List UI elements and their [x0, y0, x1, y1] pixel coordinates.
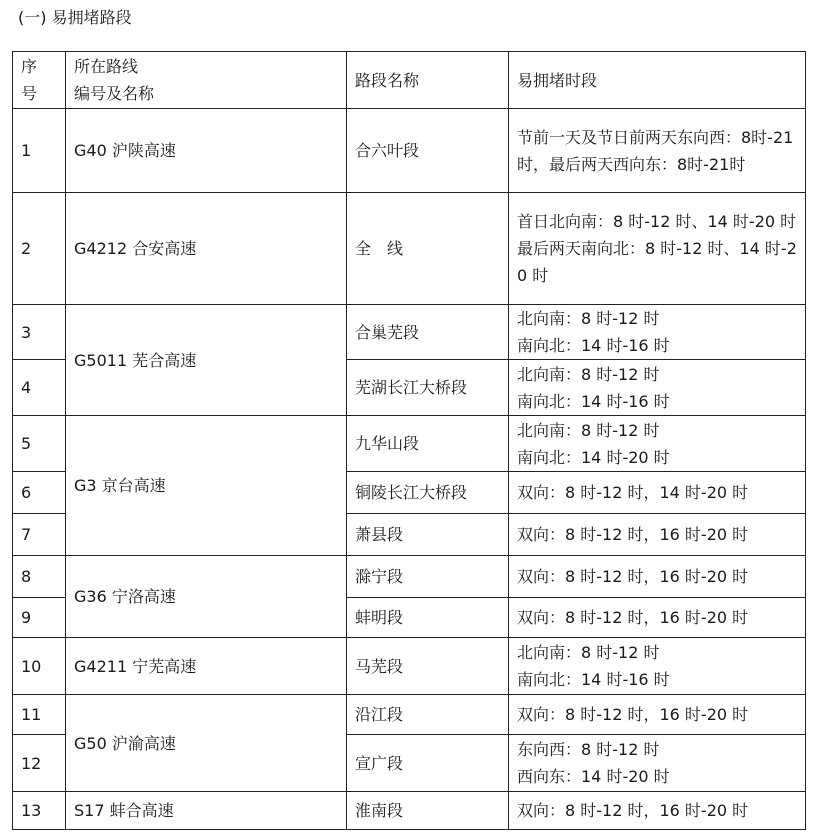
table-row: [13, 792, 806, 830]
segment-name: 铜陵长江大桥段: [347, 472, 509, 514]
congestion-time: 东向西：8 时-12 时 西向东：14 时-20 时: [509, 735, 806, 792]
route-name: G3 京台高速: [66, 416, 347, 556]
segment-name: 合巢芜段: [347, 305, 509, 360]
table-row: [13, 305, 806, 360]
congestion-table: [12, 51, 806, 830]
congestion-time: 北向南：8 时-12 时 南向北：14 时-16 时: [509, 360, 806, 416]
header-segment: 路段名称: [347, 52, 509, 109]
row-number: 12: [13, 735, 66, 792]
segment-name: 芜湖长江大桥段: [347, 360, 509, 416]
section-heading: (一) 易拥堵路段: [18, 8, 132, 27]
table-row: [13, 638, 806, 695]
segment-name: 九华山段: [347, 416, 509, 472]
table-row: [13, 416, 806, 472]
route-name: S17 蚌合高速: [66, 792, 347, 830]
congestion-time: 双向：8 时-12 时，16 时-20 时: [509, 792, 806, 830]
route-name: G4212 合安高速: [66, 193, 347, 305]
header-no: 序 号: [13, 52, 66, 109]
header-time: 易拥堵时段: [509, 52, 806, 109]
congestion-time: 双向：8 时-12 时，16 时-20 时: [509, 514, 806, 556]
route-name: G40 沪陕高速: [66, 109, 347, 193]
route-name: G36 宁洛高速: [66, 556, 347, 638]
row-number: 5: [13, 416, 66, 472]
row-number: 10: [13, 638, 66, 695]
segment-name: 沿江段: [347, 695, 509, 735]
segment-name: 蚌明段: [347, 598, 509, 638]
congestion-time: 节前一天及节日前两天东向西：8时-21时，最后两天西向东：8时-21时: [509, 109, 806, 193]
congestion-time: 北向南：8 时-12 时 南向北：14 时-16 时: [509, 638, 806, 695]
row-number: 3: [13, 305, 66, 360]
segment-name: 淮南段: [347, 792, 509, 830]
table-row: [13, 556, 806, 598]
congestion-time: 双向：8 时-12 时，16 时-20 时: [509, 695, 806, 735]
segment-name: 宣广段: [347, 735, 509, 792]
congestion-time: 双向：8 时-12 时，14 时-20 时: [509, 472, 806, 514]
congestion-time: 双向：8 时-12 时，16 时-20 时: [509, 598, 806, 638]
row-number: 4: [13, 360, 66, 416]
congestion-time: 首日北向南：8 时-12 时、14 时-20 时 最后两天南向北：8 时-12 时、14 时-20 时: [509, 193, 806, 305]
row-number: 11: [13, 695, 66, 735]
congestion-time: 北向南：8 时-12 时 南向北：14 时-16 时: [509, 305, 806, 360]
segment-name: 萧县段: [347, 514, 509, 556]
route-name: G50 沪渝高速: [66, 695, 347, 792]
congestion-time: 北向南：8 时-12 时 南向北：14 时-20 时: [509, 416, 806, 472]
congestion-time: 双向：8 时-12 时，16 时-20 时: [509, 556, 806, 598]
row-number: 6: [13, 472, 66, 514]
segment-name: 全 线: [347, 193, 509, 305]
segment-name: 马芜段: [347, 638, 509, 695]
segment-name: 合六叶段: [347, 109, 509, 193]
row-number: 9: [13, 598, 66, 638]
row-number: 7: [13, 514, 66, 556]
route-name: G4211 宁芜高速: [66, 638, 347, 695]
row-number: 13: [13, 792, 66, 830]
route-name: G5011 芜合高速: [66, 305, 347, 416]
table-row: [13, 695, 806, 735]
table-row: [13, 109, 806, 193]
header-route: 所在路线 编号及名称: [66, 52, 347, 109]
row-number: 2: [13, 193, 66, 305]
table-row: [13, 193, 806, 305]
segment-name: 滁宁段: [347, 556, 509, 598]
row-number: 1: [13, 109, 66, 193]
row-number: 8: [13, 556, 66, 598]
table-header-row: [13, 52, 806, 109]
